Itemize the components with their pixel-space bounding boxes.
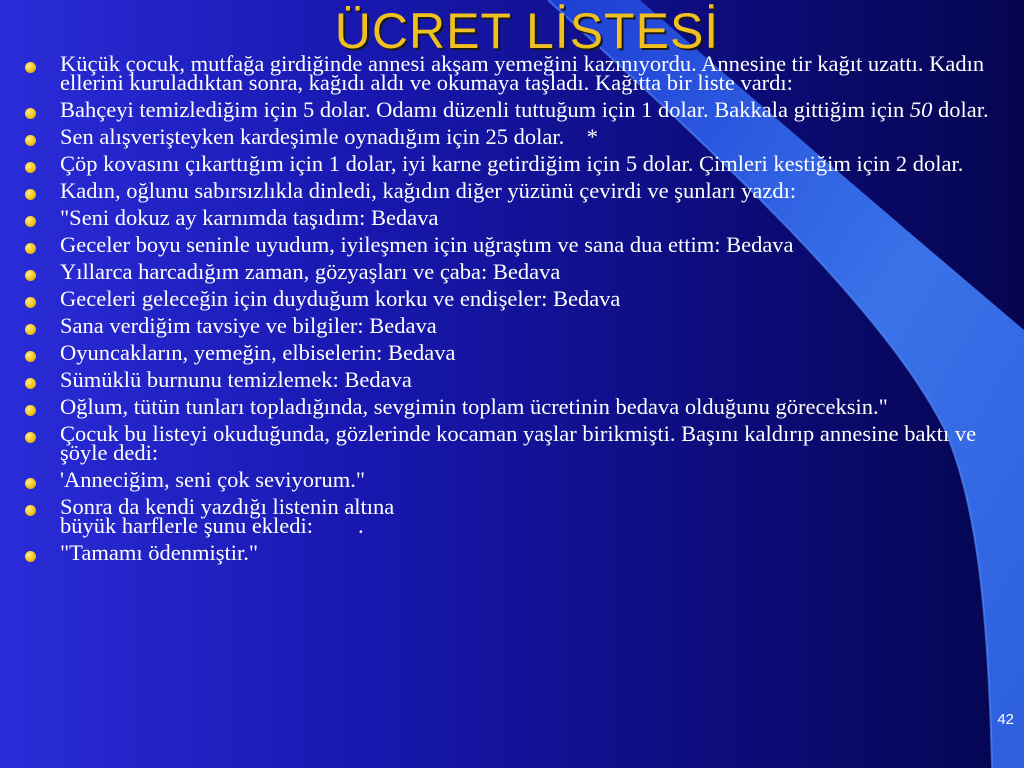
bullet-icon (25, 505, 36, 516)
bullet-text: Çöp kovasını çıkarttığım için 1 dolar, iyi karne getirdiğim için 5 dolar. Çimleri kestiğim için 2 dolar. (60, 151, 964, 176)
bullet-text: Geceler boyu seninle uyudum, iyileşmen için uğraştım ve sana dua ettim: Bedava (60, 232, 794, 257)
bullet-icon (25, 216, 36, 227)
list-item (22, 51, 1002, 95)
bullet-text: Oyuncakların, yemeğin, elbiselerin: Bedava (60, 340, 456, 365)
list-item (22, 232, 1002, 257)
list-item (22, 540, 1002, 565)
list-item (22, 286, 1002, 311)
bullet-text: Geceleri geleceğin için duyduğum korku ve endişeler: Bedava (60, 286, 621, 311)
bullet-icon (25, 108, 36, 119)
bullet-icon (25, 62, 36, 73)
bullet-icon (25, 243, 36, 254)
bullet-text: "Seni dokuz ay karnımda taşıdım: Bedava (60, 205, 439, 230)
bullet-text: Bahçeyi temizlediğim için 5 dolar. Odamı düzenli tuttuğum için 1 dolar. Bakkala gittiğim için (60, 97, 910, 122)
bullet-icon (25, 478, 36, 489)
list-item (22, 259, 1002, 284)
bullet-text: Çocuk bu listeyi okuduğunda, gözlerinde kocaman yaşlar birikmişti. Başını kaldırıp annesine baktı ve şöyle dedi: (60, 421, 977, 465)
bullet-text: Sen alışverişteyken kardeşimle oynadığım için 25 dolar. * (60, 124, 599, 149)
bullet-list (22, 51, 1002, 570)
list-item (22, 394, 1002, 419)
list-item (22, 340, 1002, 365)
bullet-text: Küçük çocuk, mutfağa girdiğinde annesi akşam yemeğini kazınıyordu. Annesine tir kağıt uzattı. Kadın ellerini kuruladıktan sonra, kağıdı aldı ve okumaya taşladı. Kağıtta bir liste vardı: (60, 51, 985, 95)
bullet-icon (25, 135, 36, 146)
bullet-icon (25, 270, 36, 281)
bullet-text: 'Anneciğim, seni çok seviyorum." (60, 467, 366, 492)
bullet-text: Yıllarca harcadığım zaman, gözyaşları ve çaba: Bedava (60, 259, 561, 284)
list-item (22, 151, 1002, 176)
slide-title: ÜCRET LİSTESİ (334, 3, 720, 59)
list-item (22, 97, 1002, 122)
list-item (22, 313, 1002, 338)
bullet-text: Oğlum, tütün tunları topladığında, sevgimin toplam ücretinin bedava olduğunu göreceksin." (60, 394, 888, 419)
bullet-icon (25, 551, 36, 562)
bullet-text: Sümüklü burnunu temizlemek: Bedava (60, 367, 412, 392)
bullet-icon (25, 324, 36, 335)
bullet-emphasis: 50 (909, 97, 933, 122)
list-item (22, 467, 1002, 492)
bullet-icon (25, 297, 36, 308)
bullet-text-tail: dolar. (932, 97, 989, 122)
bullet-icon (25, 189, 36, 200)
slide-number: 42 (997, 711, 1014, 728)
bullet-text: Kadın, oğlunu sabırsızlıkla dinledi, kağıdın diğer yüzünü çevirdi ve şunları yazdı: (60, 178, 797, 203)
bullet-text: Sana verdiğim tavsiye ve bilgiler: Bedava (60, 313, 437, 338)
list-item (22, 421, 1002, 465)
bullet-icon (25, 378, 36, 389)
list-item (22, 124, 1002, 149)
bullet-icon (25, 351, 36, 362)
bullet-icon (25, 405, 36, 416)
list-item (22, 205, 1002, 230)
bullet-text: Sonra da kendi yazdığı listenin altına büyük harflerle şunu ekledi: . (60, 494, 395, 538)
list-item (22, 178, 1002, 203)
bullet-icon (25, 432, 36, 443)
list-item (22, 494, 1002, 538)
bullet-text: "Tamamı ödenmiştir." (60, 540, 259, 565)
list-item (22, 367, 1002, 392)
bullet-icon (25, 162, 36, 173)
